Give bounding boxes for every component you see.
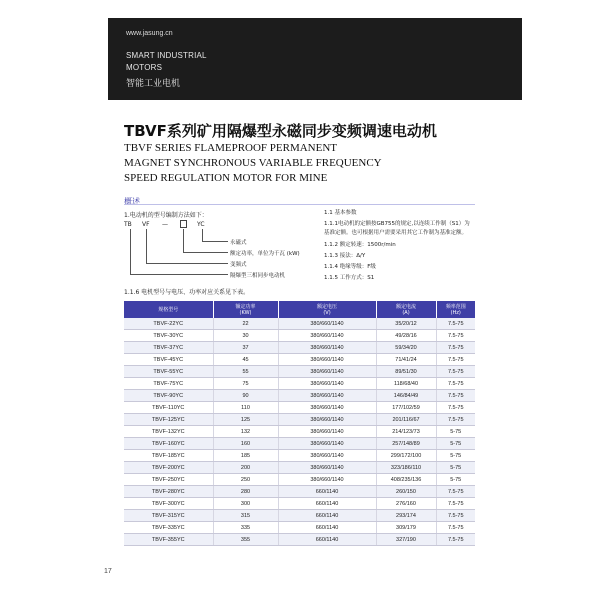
cell-rated-power: 55 xyxy=(213,366,278,378)
table-row xyxy=(124,378,475,390)
cell-model: TBVF-37YC xyxy=(124,342,213,354)
code-part-yc: YC xyxy=(197,221,205,228)
leader-yc-h xyxy=(202,241,228,242)
cell-rated-power: 22 xyxy=(213,318,278,330)
leader-vf-h xyxy=(146,263,228,264)
cell-frequency-range: 7.5-75 xyxy=(436,366,475,378)
cell-model: TBVF-315YC xyxy=(124,510,213,522)
cell-model: TBVF-280YC xyxy=(124,486,213,498)
page-number: 17 xyxy=(104,568,112,575)
section-heading: 概述 xyxy=(124,197,140,206)
cell-model: TBVF-250YC xyxy=(124,474,213,486)
cell-frequency-range: 7.5-75 xyxy=(436,510,475,522)
cell-rated-power: 90 xyxy=(213,390,278,402)
param-rated-speed: 1.1.2 额定转速：1500r/min xyxy=(324,242,396,248)
table-row xyxy=(124,426,475,438)
cell-model: TBVF-160YC xyxy=(124,438,213,450)
cell-rated-power: 30 xyxy=(213,330,278,342)
param-1-1-1-line-1: 1.1.1电动机的定额按GB755的规定,以连续工作制（S1）为 xyxy=(324,221,470,227)
cell-rated-power: 355 xyxy=(213,534,278,546)
table-row xyxy=(124,534,475,546)
header-rated-power: 额定功率 (KW) xyxy=(213,301,278,318)
cell-frequency-range: 7.5-75 xyxy=(436,330,475,342)
cell-rated-current: 201/116/67 xyxy=(376,414,436,426)
cell-frequency-range: 7.5-75 xyxy=(436,390,475,402)
cell-rated-current: 276/160 xyxy=(376,498,436,510)
header-banner xyxy=(108,18,522,100)
cell-rated-voltage: 380/660/1140 xyxy=(278,366,376,378)
cell-rated-voltage: 380/660/1140 xyxy=(278,414,376,426)
table-row xyxy=(124,414,475,426)
table-row xyxy=(124,318,475,330)
cell-model: TBVF-110YC xyxy=(124,402,213,414)
code-part-dash: — xyxy=(162,221,168,228)
leader-power-h xyxy=(183,252,228,253)
cell-rated-current: 299/172/100 xyxy=(376,450,436,462)
cell-rated-current: 35/20/12 xyxy=(376,318,436,330)
cell-rated-power: 250 xyxy=(213,474,278,486)
cell-frequency-range: 7.5-75 xyxy=(436,378,475,390)
cell-model: TBVF-200YC xyxy=(124,462,213,474)
cell-rated-voltage: 380/660/1140 xyxy=(278,474,376,486)
title-en-line-1: TBVF SERIES FLAMEPROOF PERMANENT xyxy=(124,142,338,154)
cell-rated-voltage: 660/1140 xyxy=(278,498,376,510)
cell-rated-power: 37 xyxy=(213,342,278,354)
cell-frequency-range: 5-75 xyxy=(436,474,475,486)
cell-rated-power: 110 xyxy=(213,402,278,414)
legend-flameproof-motor: 隔爆型三相同步电动机 xyxy=(230,273,286,279)
table-row xyxy=(124,330,475,342)
cell-rated-voltage: 380/660/1140 xyxy=(278,462,376,474)
header-rated-voltage: 额定电压 (V) xyxy=(278,301,376,318)
table-body xyxy=(124,318,475,546)
cell-model: TBVF-355YC xyxy=(124,534,213,546)
param-duty: 1.1.5 工作方式：S1 xyxy=(324,275,375,281)
cell-rated-power: 280 xyxy=(213,486,278,498)
cell-frequency-range: 7.5-75 xyxy=(436,534,475,546)
cell-model: TBVF-55YC xyxy=(124,366,213,378)
brand-tagline-en-1: SMART INDUSTRIAL xyxy=(126,51,207,60)
cell-model: TBVF-335YC xyxy=(124,522,213,534)
cell-rated-current: 293/174 xyxy=(376,510,436,522)
cell-rated-voltage: 660/1140 xyxy=(278,534,376,546)
website-url[interactable]: www.jasung.cn xyxy=(126,30,173,37)
param-insulation: 1.1.4 绝缘等级：F级 xyxy=(324,264,376,270)
cell-rated-current: 408/235/136 xyxy=(376,474,436,486)
params-heading: 1.1 基本参数 xyxy=(324,210,357,216)
cell-model: TBVF-132YC xyxy=(124,426,213,438)
header-rated-current: 额定电流 (A) xyxy=(376,301,436,318)
cell-rated-voltage: 380/660/1140 xyxy=(278,342,376,354)
cell-frequency-range: 7.5-75 xyxy=(436,414,475,426)
cell-rated-power: 45 xyxy=(213,354,278,366)
code-part-vf: VF xyxy=(142,221,150,228)
legend-rated-power: 额定功率，单位为千瓦 (kW) xyxy=(230,251,300,257)
table-row xyxy=(124,486,475,498)
cell-rated-current: 118/68/40 xyxy=(376,378,436,390)
cell-rated-current: 323/186/110 xyxy=(376,462,436,474)
cell-rated-power: 125 xyxy=(213,414,278,426)
brand-tagline-cn: 智能工业电机 xyxy=(126,79,181,89)
cell-rated-current: 260/150 xyxy=(376,486,436,498)
cell-rated-voltage: 380/660/1140 xyxy=(278,318,376,330)
cell-rated-current: 89/51/30 xyxy=(376,366,436,378)
cell-rated-power: 300 xyxy=(213,498,278,510)
cell-frequency-range: 7.5-75 xyxy=(436,486,475,498)
cell-model: TBVF-90YC xyxy=(124,390,213,402)
title-en-line-2: MAGNET SYNCHRONOUS VARIABLE FREQUENCY xyxy=(124,157,382,169)
cell-rated-power: 200 xyxy=(213,462,278,474)
cell-model: TBVF-125YC xyxy=(124,414,213,426)
model-code-intro: 1.电动机的型号编制方法如下： xyxy=(124,212,208,219)
table-row xyxy=(124,390,475,402)
cell-rated-voltage: 380/660/1140 xyxy=(278,378,376,390)
leader-tb-h xyxy=(130,274,228,275)
code-part-tb: TB xyxy=(124,221,132,228)
cell-model: TBVF-185YC xyxy=(124,450,213,462)
cell-rated-current: 214/123/73 xyxy=(376,426,436,438)
header-frequency-range: 频率范围 (Hz) xyxy=(436,301,475,318)
cell-rated-voltage: 660/1140 xyxy=(278,522,376,534)
cell-rated-power: 315 xyxy=(213,510,278,522)
title-en-line-3: SPEED REGULATION MOTOR FOR MINE xyxy=(124,172,328,184)
header-model: 规格型号 xyxy=(124,301,213,318)
cell-frequency-range: 5-75 xyxy=(436,438,475,450)
leader-power-v xyxy=(183,229,184,252)
cell-frequency-range: 5-75 xyxy=(436,450,475,462)
param-1-1-1-line-2: 基准定额。也可根据用户需要采用其它工作制为基准定额。 xyxy=(324,230,468,236)
table-row xyxy=(124,438,475,450)
cell-rated-power: 335 xyxy=(213,522,278,534)
cell-rated-current: 327/190 xyxy=(376,534,436,546)
cell-rated-current: 309/179 xyxy=(376,522,436,534)
cell-rated-voltage: 380/660/1140 xyxy=(278,426,376,438)
param-connection: 1.1.3 接法：Δ/Y xyxy=(324,253,366,259)
cell-frequency-range: 7.5-75 xyxy=(436,318,475,330)
cell-frequency-range: 7.5-75 xyxy=(436,342,475,354)
leader-tb-v xyxy=(130,229,131,274)
cell-model: TBVF-300YC xyxy=(124,498,213,510)
cell-model: TBVF-75YC xyxy=(124,378,213,390)
cell-rated-power: 132 xyxy=(213,426,278,438)
cell-rated-current: 177/102/59 xyxy=(376,402,436,414)
cell-rated-voltage: 380/660/1140 xyxy=(278,450,376,462)
cell-frequency-range: 7.5-75 xyxy=(436,354,475,366)
cell-rated-current: 49/28/16 xyxy=(376,330,436,342)
cell-rated-current: 146/84/49 xyxy=(376,390,436,402)
cell-rated-power: 160 xyxy=(213,438,278,450)
table-row xyxy=(124,522,475,534)
section-divider xyxy=(124,204,475,205)
cell-rated-voltage: 660/1140 xyxy=(278,510,376,522)
power-placeholder-box xyxy=(180,220,187,228)
cell-rated-voltage: 660/1140 xyxy=(278,486,376,498)
leader-vf-v xyxy=(146,229,147,263)
cell-frequency-range: 5-75 xyxy=(436,462,475,474)
table-header-row xyxy=(124,301,475,318)
cell-model: TBVF-30YC xyxy=(124,330,213,342)
cell-model: TBVF-22YC xyxy=(124,318,213,330)
table-row xyxy=(124,498,475,510)
cell-frequency-range: 7.5-75 xyxy=(436,498,475,510)
table-row xyxy=(124,342,475,354)
legend-variable-frequency: 变频式 xyxy=(230,262,247,268)
cell-rated-voltage: 380/660/1140 xyxy=(278,354,376,366)
table-row xyxy=(124,354,475,366)
table-row xyxy=(124,402,475,414)
cell-rated-voltage: 380/660/1140 xyxy=(278,438,376,450)
table-row xyxy=(124,366,475,378)
table-row xyxy=(124,462,475,474)
cell-rated-power: 75 xyxy=(213,378,278,390)
leader-yc-v xyxy=(202,229,203,241)
cell-frequency-range: 5-75 xyxy=(436,426,475,438)
cell-rated-power: 185 xyxy=(213,450,278,462)
table-row xyxy=(124,474,475,486)
cell-rated-current: 59/34/20 xyxy=(376,342,436,354)
table-title: 1.1.6 电机型号与电压、功率对应关系见下表。 xyxy=(124,289,250,296)
table-row xyxy=(124,510,475,522)
legend-permanent-magnet: 永磁式 xyxy=(230,240,247,246)
motor-spec-table xyxy=(124,301,475,546)
brand-tagline-en-2: MOTORS xyxy=(126,63,163,72)
cell-rated-voltage: 380/660/1140 xyxy=(278,330,376,342)
cell-model: TBVF-45YC xyxy=(124,354,213,366)
table-row xyxy=(124,450,475,462)
cell-frequency-range: 7.5-75 xyxy=(436,522,475,534)
cell-rated-current: 71/41/24 xyxy=(376,354,436,366)
cell-rated-voltage: 380/660/1140 xyxy=(278,402,376,414)
cell-rated-voltage: 380/660/1140 xyxy=(278,390,376,402)
page-title-cn: TBVF系列矿用隔爆型永磁同步变频调速电动机 xyxy=(124,122,437,140)
page-title-en xyxy=(124,141,382,186)
cell-rated-current: 257/148/89 xyxy=(376,438,436,450)
cell-frequency-range: 7.5-75 xyxy=(436,402,475,414)
